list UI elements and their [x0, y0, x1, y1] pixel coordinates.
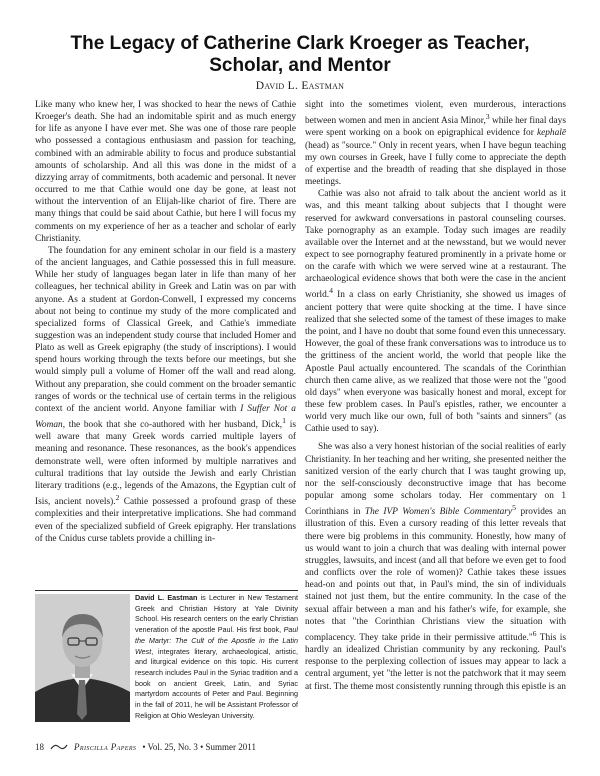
journal-name: Priscilla Papers — [74, 742, 137, 752]
paragraph: sight into the sometimes violent, even murderous, interactions between women and men in ancient Asia Minor,$^3$ while her final days were spent working on a book on epigraphical evidence for kephalē (head) as "source." Only in recent years, when I have begun teaching my own courses in Greek, have I fully come to appreciate the depth of expertise and the breadth of reading that she displayed in those meetings. — [305, 100, 566, 188]
page-number: 18 — [35, 742, 44, 752]
article-title — [40, 33, 560, 77]
right-column — [305, 99, 566, 693]
paragraph: Like many who knew her, I was shocked to hear the news of Cathie Kroeger's death. She had an indomitable spirit and as much energy for life as anyone I have ever met. She was one of those rare people who possessed a contagious enthusiasm and passion for teaching, combined with an admirable ability to focus and produce substantial amounts of scholarship. And all this was done in the midst of a dizzying array of commitments, both academic and personal. It never occurred to me that Cathie would one day be gone, at least not without the intervention of an Elijah-like chariot of fire. There are many things that could be said about Cathie, but here I will focus my comments on my experience of her as a teacher and scholar of early Christianity. — [35, 100, 296, 244]
book-title: I Suffer Not a Woman — [35, 403, 296, 431]
title-line-1: The Legacy of Catherine Clark Kroeger as Teacher, — [70, 33, 530, 54]
paragraph: She was also a very honest historian of the social realities of early Christianity. In her teaching and her writing, she presented neither the sanitized version of the early church that I was taught growing up, nor the self-consciously deconstructive image that has become popular among some scholars today. Her commentary on 1 Corinthians in The IVP Women's Bible Commentary$^5$ provides an illustration of this. Even a cursory reading of this letter reveals that there were big problems in this community. Honestly, how many of us would want to join a church that was dealing with internal power struggles, lawsuits, and incest (and all that before we even get to food and conflicts over the role of women)? Cathie takes these issues head-on and points out that, in Paul's mind, the sin of individuals stained not just them, but the entire community. In the case of the sexual affair between a man and his father's wife, for example, she notes that "the Corinthian Christians view the situation with complacency. They take pride in their permissive attitude."$^6$ This is hardly an idealized Christian community by any reckoning. Paul's response to the perplexing collection of issues may appear to lack a central argument, yet "the letter is not the patchwork that it may seem at first. The theme most consistently running through this epistle is an — [305, 442, 566, 692]
article-author: David L. Eastman — [255, 80, 345, 92]
footnote-marker: 3 — [485, 112, 490, 122]
page-footer — [35, 742, 256, 752]
title-line-2: Scholar, and Mentor — [209, 55, 391, 76]
footnote-marker: 5 — [512, 503, 516, 513]
greek-term: kephalē — [536, 128, 566, 139]
issue-info: • Vol. 25, No. 3 • Summer 2011 — [142, 742, 256, 752]
footnote-marker: 1 — [282, 416, 287, 426]
bio-divider — [35, 590, 298, 591]
book-title: The IVP Women's Bible Commentary — [364, 507, 513, 518]
footnote-marker: 2 — [115, 493, 120, 503]
paragraph: The foundation for any eminent scholar in our field is a mastery of the ancient languages, and Cathie possessed this in full measure. While her study of languages began later in life than many of her colleagues, her technical ability in Greek and Latin was on par with anyone. As a student at Gordon-Conwell, I expressed my concerns about not being to continue my study of the more complicated and specialized forms of Classical Greek, and Cathie's immediate suggestion was an independent study course that included Homer and Plato as well as Greek epigraphy (the study of inscriptions). I would spend hours working through the texts before our meetings, but she would simply pull a volume of Homer off the wall and read along. Without any preparation, she could comment on the broader semantic ranges of words or the technical use of certain terms in the religious context of the ancient world. Anyone familiar with I Suffer Not a Woman, the book that she co-authored with her husband, Dick,$^1$ is well aware that many Greek words carried multiple layers of meaning and resonance. These resonances, as the book's appendices demonstrate well, were often informed by multiple narratives and cultural traditions that lay outside the Jewish and early Christian literary traditions (e.g., legends of the Amazons, the Egyptian cult of Isis, ancient novels).$^2$ Cathie possessed a profound grasp of these complexities and their interpretative implications. She had command even of the specialized subfield of Greek epigraphy. Her translations of the Cnidus curse tablets provide a chilling in- — [35, 245, 296, 544]
bio-author-name: David L. Eastman — [135, 593, 198, 602]
paragraph: Cathie was also not afraid to talk about the ancient world as it was, and this meant talking about subjects that I thought were reserved for awkward conversations in pastoral counseling courses. Take pornography as an example. Today such images are readily available over the Internet and at the newsstand, but we would never expect to see pornography featured prominently in a private home or on the carafe with which we were served wine at a restaurant. The archaeological evidence shows that both were the case in the ancient world.$^4$ In a class on early Christianity, she showed us images of ancient pottery that were quite shocking at the time. I have since realized that she selected some of the tamest of these images to make the point, and I have no doubt that some found even this unnecessary. However, the goal of these frank conversations was to introduce us to the grittiness of the ancient world, the world that people like the Apostle Paul actually encountered. The scandals of the Corinthian church then came alive, as we realized that those were not the "good old days" when everyone was basically honest and moral, except for these few problem cases. In Paul's epistles, rather, we encounter a world very much like our own, full of both "saints and sinners" (as Cathie used to say). — [305, 189, 566, 435]
footnote-marker: 4 — [329, 286, 334, 296]
author-bio-text: David L. Eastman is Lecturer in New Testament Greek and Christian History at Yale Divinity School. His research centers on the early Christian veneration of the apostle Paul. His first book, Paul the Martyr: The Cult of the Apostle in the Latin West, integrates literary, archaeological, artistic, and liturgical evidence on this topic. His current research includes Paul in the Syriac tradition and a book on ancient Greek, Latin, and Syriac martyrdom accounts of Peter and Paul. Beginning in the fall of 2011, he will be Assistant Professor of Religion at Ohio Wesleyan University. — [135, 593, 298, 720]
footnote-marker: 6 — [532, 628, 537, 638]
left-column — [35, 99, 296, 545]
swash-ornament-icon — [50, 743, 68, 751]
bio-book-title: Paul the Martyr: The Cult of the Apostle in the Latin West — [135, 625, 298, 656]
author-bio-box — [35, 590, 298, 722]
